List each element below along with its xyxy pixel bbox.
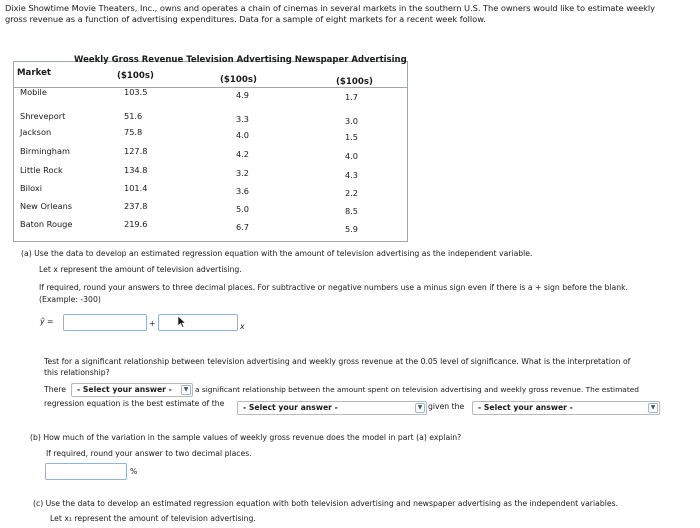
cell-news: 4.3 — [345, 170, 359, 180]
header-tv-unit: ($100s) — [220, 75, 257, 85]
there-label: There — [44, 385, 67, 394]
cell-revenue: 75.8 — [124, 127, 143, 137]
given-the-label: given the — [428, 402, 465, 411]
given-select-value: - Select your answer - — [478, 403, 573, 412]
cell-news: 1.5 — [345, 132, 359, 142]
cell-tv: 4.9 — [236, 90, 250, 100]
intro-line-2: gross revenue as a function of advertising expenditures. Data for a sample of eight markets for a recent week follow. — [5, 14, 486, 24]
part-a-let-x: Let x represent the amount of television advertising. — [39, 265, 242, 274]
plus-sign: + — [149, 319, 156, 328]
significance-text: a significant relationship between the amount spent on television advertising and weekly gross revenue. The estimated — [195, 385, 639, 394]
slope-input[interactable] — [158, 314, 238, 331]
cell-market: Baton Rouge — [20, 219, 73, 229]
cell-market: Jackson — [20, 127, 52, 137]
cell-revenue: 103.5 — [124, 87, 148, 97]
x-variable: x — [240, 322, 245, 331]
cell-tv: 3.2 — [236, 168, 250, 178]
cell-news: 8.5 — [345, 206, 359, 216]
test-question-line-2: this relationship? — [44, 368, 110, 377]
cell-revenue: 134.8 — [124, 165, 148, 175]
intercept-input[interactable] — [63, 314, 147, 331]
part-c-prompt: (c) Use the data to develop an estimated regression equation with both television advertising and newspaper advertising as the independent variables. — [33, 499, 619, 508]
header-market: Market — [17, 68, 52, 78]
cell-tv: 5.0 — [236, 204, 250, 214]
significance-select[interactable] — [71, 383, 193, 397]
variation-percent-input[interactable] — [45, 463, 127, 480]
cell-market: Birmingham — [20, 146, 70, 156]
part-a-round-note: If required, round your answers to three decimal places. For subtractive or negative numbers use a minus sign even if there is a + sign before the blank. — [39, 283, 628, 292]
cell-news: 4.0 — [345, 151, 359, 161]
chevron-down-icon: ▼ — [648, 403, 658, 413]
mouse-cursor-icon — [177, 315, 187, 328]
cell-market: Little Rock — [20, 165, 63, 175]
estimate-select[interactable] — [237, 401, 427, 415]
part-b-prompt: (b) How much of the variation in the sample values of weekly gross revenue does the model in part (a) explain? — [30, 433, 462, 442]
cell-tv: 6.7 — [236, 222, 250, 232]
cell-revenue: 127.8 — [124, 146, 148, 156]
regression-text: regression equation is the best estimate of the — [44, 399, 225, 408]
chevron-down-icon: ▼ — [181, 385, 191, 395]
cell-news: 2.2 — [345, 188, 359, 198]
part-a-example: (Example: -300) — [39, 295, 101, 304]
header-revenue-unit: ($100s) — [117, 71, 154, 81]
header-news-unit: ($100s) — [336, 77, 373, 87]
cell-news: 5.9 — [345, 224, 359, 234]
cell-market: New Orleans — [20, 201, 73, 211]
cell-revenue: 51.6 — [124, 111, 143, 121]
yhat-label: ŷ = — [40, 317, 54, 326]
significance-select-value: - Select your answer - — [77, 385, 172, 394]
cell-tv: 3.6 — [236, 186, 250, 196]
cell-tv: 4.2 — [236, 149, 250, 159]
chevron-down-icon: ▼ — [415, 403, 425, 413]
header-divider — [14, 87, 407, 88]
estimate-select-value: - Select your answer - — [243, 403, 338, 412]
cell-market: Mobile — [20, 87, 47, 97]
intro-line-1: Dixie Showtime Movie Theaters, Inc., owns and operates a chain of cinemas in several markets in the southern U.S. The owners would like to estimate weekly — [5, 3, 655, 13]
cell-tv: 3.3 — [236, 114, 250, 124]
cell-revenue: 237.8 — [124, 201, 148, 211]
part-c-let-x1: Let x₁ represent the amount of television advertising. — [50, 514, 256, 523]
cell-news: 3.0 — [345, 116, 359, 126]
cell-market: Biloxi — [20, 183, 43, 193]
cell-revenue: 101.4 — [124, 183, 148, 193]
percent-sign: % — [130, 467, 138, 476]
cell-tv: 4.0 — [236, 130, 250, 140]
part-a-prompt: (a) Use the data to develop an estimated regression equation with the amount of television advertising as the independent variable. — [21, 249, 533, 258]
given-select[interactable] — [472, 401, 660, 415]
test-question-line-1: Test for a significant relationship between television advertising and weekly gross revenue at the 0.05 level of significance. What is the interpretation of — [44, 357, 631, 366]
cell-news: 1.7 — [345, 92, 359, 102]
table-header-top: Weekly Gross Revenue Television Advertising Newspaper Advertising — [74, 55, 407, 65]
cell-revenue: 219.6 — [124, 219, 148, 229]
cell-market: Shreveport — [20, 111, 66, 121]
part-b-round-note: If required, round your answer to two decimal places. — [46, 449, 252, 458]
